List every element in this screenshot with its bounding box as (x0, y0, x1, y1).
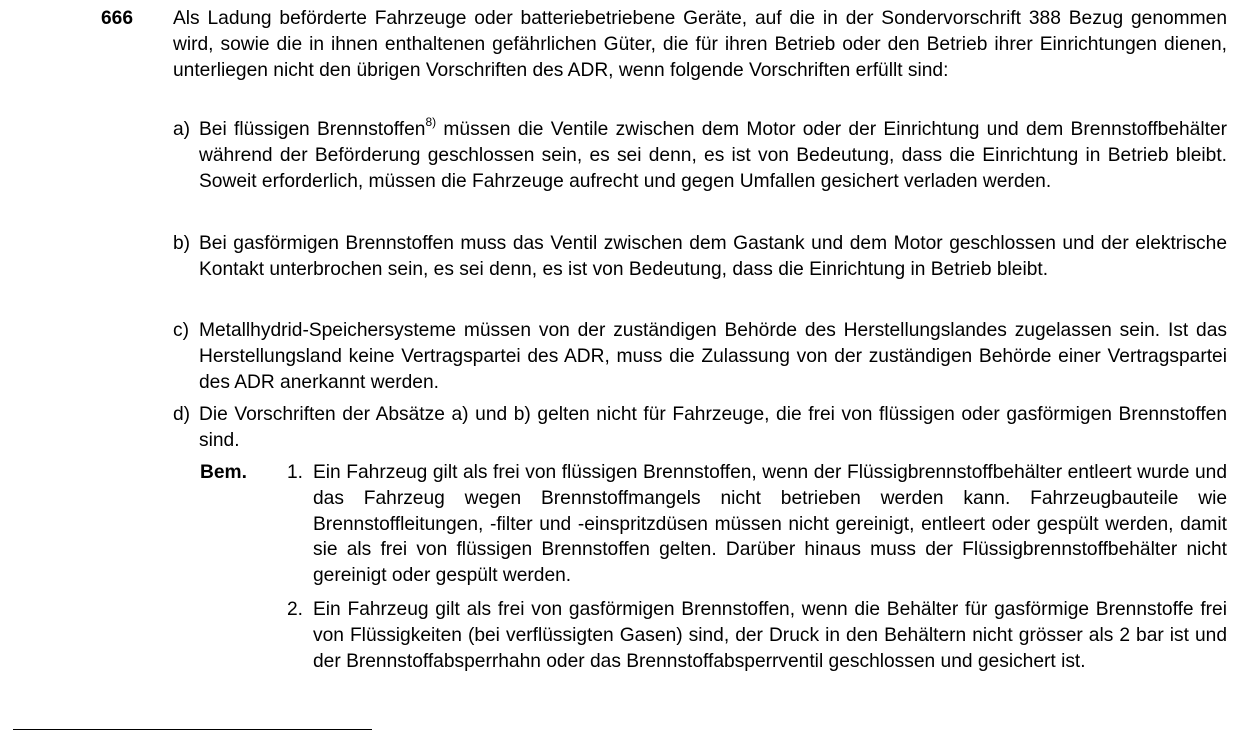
provision-number: 666 (101, 8, 134, 29)
note-entry-text: Ein Fahrzeug gilt als frei von gasförmigen Brennstoffen, wenn die Behälter für gasförmige Brennstoffe frei von Flüssigkeiten (bei verflüssigten Gasen) sind, der Druck in den Behältern nicht grösser als 2 bar ist und der Brennstoffabsperrhahn oder das Brennstoffabsperrventil geschlossen und gesichert ist. (313, 599, 1227, 672)
list-item-text: Metallhydrid-Speichersysteme müssen von der zuständigen Behörde des Herstellungslandes zugelassen sein. Ist das Herstellungsland keine Vertragspartei des ADR, muss die Zulassung von der zuständigen Behörde einer Vertragspartei des ADR anerkannt werden. (199, 320, 1227, 393)
list-item-label: b) (173, 233, 191, 254)
list-item-label: a) (173, 119, 191, 140)
list-item-label: c) (173, 320, 189, 341)
list-item-label: d) (173, 404, 191, 425)
footnote-reference: 8) (425, 114, 437, 129)
list-item-d (173, 402, 1227, 454)
list-item-b (173, 231, 1227, 283)
note-label: Bem. (200, 462, 247, 483)
list-item-c (173, 318, 1227, 395)
footnote-separator-line (13, 729, 372, 730)
note-entry-2 (287, 597, 1227, 674)
list-item-text-start: Bei flüssigen Brennstoffen (199, 119, 426, 140)
list-item-text-end: müssen die Ventile zwischen dem Motor oder der Einrichtung und dem Brennstoffbehälter während der Beförderung geschlossen sein, es sei denn, es ist von Bedeutung, dass die Einrichtung in Betrieb bleibt. Soweit erforderlich, müssen die Fahrzeuge aufrecht und gegen Umfallen gesichert verladen werden. (199, 119, 1228, 192)
note-entry-number: 2. (287, 599, 304, 620)
list-item-text: Die Vorschriften der Absätze a) und b) gelten nicht für Fahrzeuge, die frei von flüssigen oder gasförmigen Brennstoffen sind. (199, 404, 1227, 451)
provision-intro: Als Ladung beförderte Fahrzeuge oder batteriebetriebene Geräte, auf die in der Sondervorschrift 388 Bezug genommen wird, sowie die in ihnen enthaltenen gefährlichen Güter, die für ihren Betrieb oder den Betrieb ihrer Einrichtungen dienen, unterliegen nicht den übrigen Vorschriften des ADR, wenn folgende Vorschriften erfüllt sind: (173, 8, 1227, 81)
note-entry-number: 1. (287, 462, 304, 483)
list-item-a (173, 114, 1228, 194)
note-entry-1 (287, 460, 1227, 589)
note-entry-text: Ein Fahrzeug gilt als frei von flüssigen Brennstoffen, wenn der Flüssigbrennstoffbehälter entleert wurde und das Fahrzeug wegen Brennstoffmangels nicht betrieben werden kann. Fahrzeugbauteile wie Brennstoffleitungen, -filter und -einspritzdüsen müssen nicht gereinigt, entleert oder gespült werden, damit sie als frei von flüssigen Brennstoffen gelten. Darüber hinaus muss der Flüssigbrennstoffbehälter nicht gereinigt oder gespült werden. (313, 462, 1227, 587)
list-item-text: Bei gasförmigen Brennstoffen muss das Ventil zwischen dem Gastank und dem Motor geschlossen und der elektrische Kontakt unterbrochen sein, es sei denn, es ist von Bedeutung, dass die Einrichtung in Betrieb bleibt. (199, 233, 1227, 280)
